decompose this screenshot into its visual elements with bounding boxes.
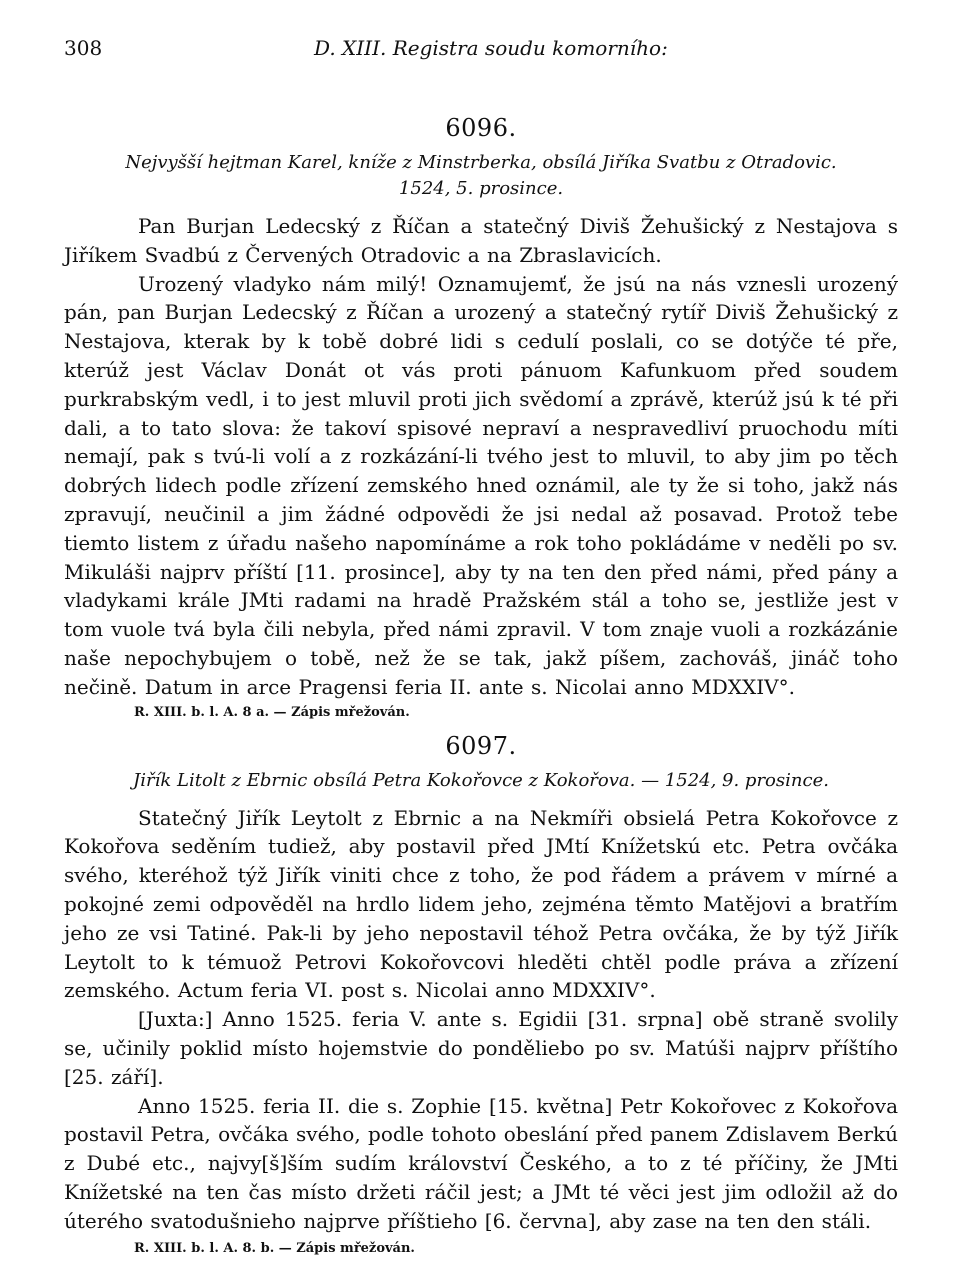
page-number: 308	[64, 36, 103, 60]
entry-number: 6096.	[445, 114, 517, 142]
entry-heading-line: Jiřík Litolt z Ebrnic obsílá Petra Kokořovce z Kokořova. — 1524, 9. prosince.	[133, 769, 829, 791]
running-title: D. XIII. Registra soudu komorního:	[314, 36, 668, 60]
entry-number: 6097.	[445, 731, 517, 760]
entry-paragraph: Statečný Jiřík Leytolt z Ebrnic a na Nekmíři obsielá Petra Kokořovce z Kokořova seděním tudiež, aby postavil před JMtí Knížetskú etc. Petra ovčáka svého, kteréhož týž Jiřík viniti chce z toho, že pod řádem a právem v mírné a pokojné zemi odpověděl na hrdlo lidem jeho, zejména těmto Matějovi a bratřím jeho ze vsi Tatiné. Pak-li by jeho nepostavil téhož Petra ovčáka, že by týž Jiřík Leytolt to k témuož Petrovi Kokořovcovi hleděti chtěl podle práva a zřízení zemského. Actum feria VI. post s. Nicolai anno MDXXIV°.	[64, 805, 898, 1003]
source-note: R. XIII. b. l. A. 8. b. — Zápis mřežován.	[134, 1240, 415, 1256]
entry-6097	[64, 732, 898, 1258]
entry-paragraph: Urozený vladyko nám milý! Oznamujemť, že jsú na nás vznesli urozený pán, pan Burjan Ledecský z Říčan a urozený a statečný rytíř Diviš Žehušický z Nestajova, kterak by k tobě dobré lidi s cedulí poslali, co se dotýče té pře, kterúž jest Václav Donát ot vás proti pánuom Kafunkuom před soudem purkrabským vedl, i to jest mluvil proti jich svědomí a zprávě, kterúž jsú k té při dali, a to tato slova: že takoví spisové nepraví a nespravedliví pruochodu míti nemají, pak s tvú-li volí a z rozkázání-li tvého jest to mluvil, to aby jim po těch dobrých lidech podle zřízení zemského hned oznámil, ale ty že si toho, jakž nás zpravují, neučinil a jim žádné odpovědi že jsi nedal až posavad. Protož tebe tiemto listem z úřadu našeho napomínáme a rok toho pokládáme v neděli po sv. Mikuláši najprv příští [11. prosince], aby ty na ten den před námi, před pány a vladykami krále JMti radami na hradě Pražském stál a toho se, jestliže jest v tom vuole tvá byla čili nebyla, před námi zpravil. V tom znaje vuoli a rozkázánie naše nepochybujem o tobě, než že se tak, jakž píšem, zachováš, jináč toho nečině. Datum in arce Pragensi feria II. ante s. Nicolai anno MDXXIV°.	[64, 271, 898, 699]
entry-paragraph: [Juxta:] Anno 1525. feria V. ante s. Egidii [31. srpna] obě straně svolily se, učinily poklid místo hojemstvie do ponděliebo po sv. Matúši najprv příštího [25. září].	[64, 1007, 898, 1089]
entry-heading-line: Nejvyšší hejtman Karel, kníže z Minstrberka, obsílá Jiříka Svatbu z Otradovic.	[125, 152, 837, 173]
entry-6096	[64, 114, 898, 722]
running-header	[64, 36, 898, 66]
entry-paragraph: Anno 1525. feria II. die s. Zophie [15. května] Petr Kokořovec z Kokořova postavil Petra, ovčáka svého, podle tohoto obeslání před panem Zdislavem Berkú z Dubé etc., najvy[š]ším sudím království Českého, a to z té příčiny, že JMti Knížetské na ten čas místo držeti ráčil jest; a JMt té věci jest jim odložil až do úterého svatodušnieho najprve příštieho [6. června], aby zase na ten den stáli.	[64, 1093, 898, 1233]
entry-paragraph: Pan Burjan Ledecský z Říčan a statečný Diviš Žehušický z Nestajova s Jiříkem Svadbú z Červených Otradovic a na Zbraslavicích.	[64, 214, 898, 267]
entry-date-line: 1524, 5. prosince.	[398, 178, 564, 199]
entry-heading	[64, 768, 898, 794]
entry-heading	[64, 150, 898, 202]
document-page	[64, 36, 898, 1268]
source-note: R. XIII. b. l. A. 8 a. — Zápis mřežován.	[134, 704, 410, 720]
